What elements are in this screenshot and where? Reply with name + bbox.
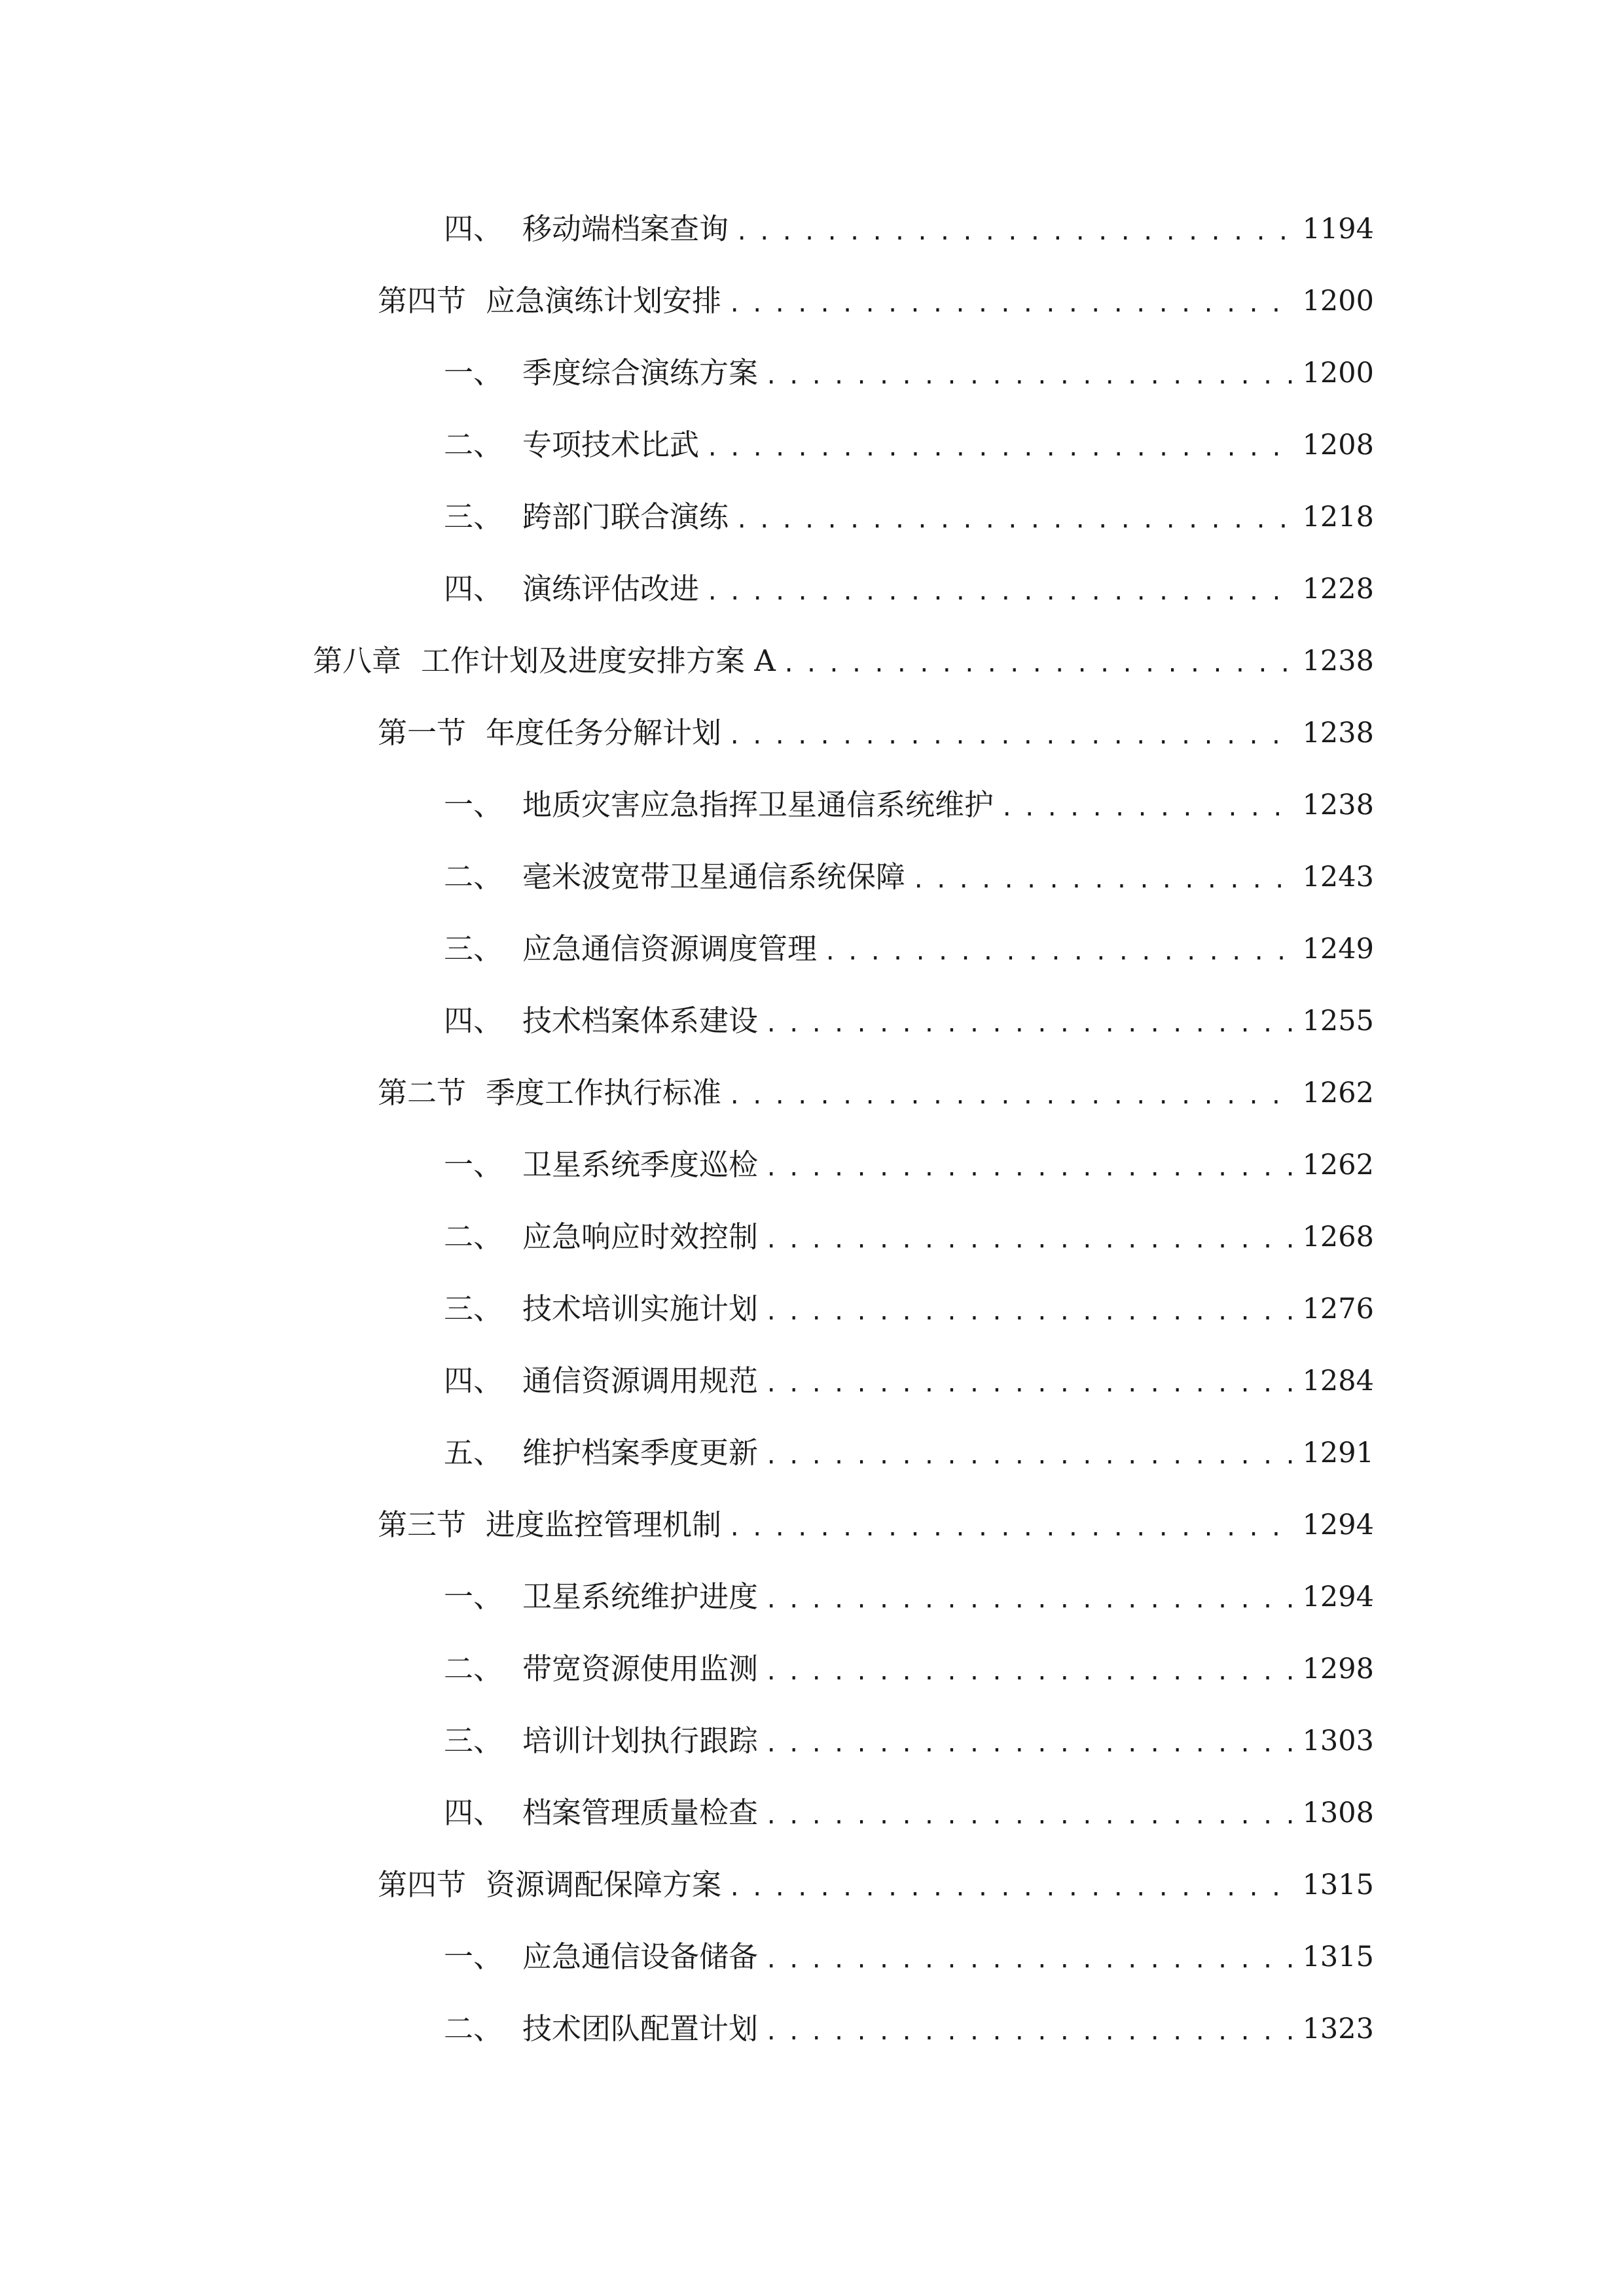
toc-entry-page: 1238: [1302, 717, 1374, 749]
toc-entry-number: 四、: [444, 1795, 503, 1830]
toc-entry-title: 应急响应时效控制: [522, 1219, 759, 1254]
toc-entry[interactable]: [444, 923, 1374, 975]
toc-entry-title: 跨部门联合演练: [522, 499, 729, 534]
dot-leader: [782, 632, 1295, 691]
toc-entry-title: 技术团队配置计划: [522, 2011, 759, 2046]
dot-leader: [765, 1352, 1295, 1410]
toc-entry-title: 培训计划执行跟踪: [522, 1723, 759, 1758]
dot-leader: [765, 1568, 1295, 1626]
dot-leader: [765, 1136, 1295, 1194]
toc-entry-page: 1228: [1302, 573, 1374, 605]
dot-leader: [765, 1784, 1295, 1842]
toc-entry[interactable]: [444, 779, 1374, 831]
toc-entry-title: 地质灾害应急指挥卫星通信系统维护: [522, 787, 994, 822]
toc-entry-page: 1298: [1302, 1653, 1374, 1685]
toc-entry-title: 档案管理质量检查: [522, 1795, 759, 1830]
dot-leader: [765, 992, 1295, 1050]
toc-entry-number: 二、: [444, 2011, 503, 2046]
toc-entry-title: 年度任务分解计划: [486, 715, 722, 750]
toc-entry-number: 第八章: [313, 643, 402, 678]
toc-entry-page: 1238: [1302, 789, 1374, 821]
toc-entry-title: 季度综合演练方案: [522, 355, 759, 390]
toc-entry-number: 第三节: [378, 1507, 467, 1542]
dot-leader: [706, 560, 1295, 619]
toc-entry[interactable]: [378, 1499, 1374, 1551]
toc-entry-page: 1218: [1302, 501, 1374, 533]
toc-entry-number: 一、: [444, 1939, 503, 1974]
toc-entry[interactable]: [444, 1211, 1374, 1263]
toc-entry-title: 带宽资源使用监测: [522, 1651, 759, 1686]
toc-entry[interactable]: [313, 635, 1374, 687]
toc-entry-page: 1315: [1302, 1941, 1374, 1973]
toc-entry[interactable]: [444, 1643, 1374, 1695]
toc-entry-title: 应急通信设备储备: [522, 1939, 759, 1974]
toc-entry-page: 1308: [1302, 1797, 1374, 1829]
toc-entry-page: 1194: [1302, 213, 1374, 245]
toc-entry[interactable]: [444, 1355, 1374, 1407]
toc-entry-title: 季度工作执行标准: [486, 1075, 722, 1110]
toc-entry-page: 1262: [1302, 1149, 1374, 1181]
toc-entry[interactable]: [444, 1283, 1374, 1335]
toc-entry-title: 技术档案体系建设: [522, 1003, 759, 1038]
dot-leader: [728, 1496, 1295, 1554]
toc-entry-number: 第二节: [378, 1075, 467, 1110]
toc-entry-number: 三、: [444, 931, 503, 966]
toc-entry[interactable]: [444, 347, 1374, 399]
toc-entry[interactable]: [444, 1571, 1374, 1623]
toc-entry-page: 1284: [1302, 1365, 1374, 1397]
toc-entry-page: 1255: [1302, 1005, 1374, 1037]
toc-entry-number: 四、: [444, 1003, 503, 1038]
toc-entry-number: 一、: [444, 1147, 503, 1182]
toc-entry-title: 通信资源调用规范: [522, 1363, 759, 1398]
toc-entry-page: 1243: [1302, 861, 1374, 893]
dot-leader: [728, 704, 1295, 762]
toc-entry[interactable]: [444, 995, 1374, 1047]
toc-entry-number: 第一节: [378, 715, 467, 750]
dot-leader: [765, 1640, 1295, 1698]
toc-entry-page: 1262: [1302, 1077, 1374, 1109]
toc-entry-number: 二、: [444, 1651, 503, 1686]
toc-entry-title: 演练评估改进: [522, 571, 700, 606]
toc-entry-title: 移动端档案查询: [522, 211, 729, 246]
toc-entry-number: 二、: [444, 1219, 503, 1254]
toc-entry[interactable]: [444, 1139, 1374, 1191]
dot-leader: [1000, 776, 1295, 834]
toc-entry[interactable]: [378, 707, 1374, 759]
dot-leader: [728, 1064, 1295, 1122]
toc-entry-number: 二、: [444, 427, 503, 462]
dot-leader: [765, 1424, 1295, 1482]
toc-entry[interactable]: [378, 1859, 1374, 1911]
toc-entry-number: 三、: [444, 499, 503, 534]
toc-entry-number: 二、: [444, 859, 503, 894]
dot-leader: [912, 848, 1295, 906]
toc-entry-title: 技术培训实施计划: [522, 1291, 759, 1326]
toc-entry-title: 应急演练计划安排: [486, 283, 722, 318]
toc-entry-number: 五、: [444, 1435, 503, 1470]
toc-entry-title: 维护档案季度更新: [522, 1435, 759, 1470]
dot-leader: [765, 1928, 1295, 1986]
toc-entry-page: 1200: [1302, 285, 1374, 317]
toc-entry-title: 资源调配保障方案: [486, 1867, 722, 1902]
toc-entry[interactable]: [444, 563, 1374, 615]
dot-leader: [728, 272, 1295, 331]
toc-entry[interactable]: [444, 491, 1374, 543]
toc-entry-page: 1238: [1302, 645, 1374, 677]
toc-entry[interactable]: [444, 1715, 1374, 1767]
toc-entry-page: 1276: [1302, 1293, 1374, 1325]
toc-entry-page: 1268: [1302, 1221, 1374, 1253]
toc-entry-number: 第四节: [378, 283, 467, 318]
toc-entry-page: 1294: [1302, 1581, 1374, 1613]
toc-entry[interactable]: [444, 2003, 1374, 2055]
toc-entry[interactable]: [444, 1787, 1374, 1839]
toc-entry[interactable]: [444, 203, 1374, 255]
toc-entry-number: 第四节: [378, 1867, 467, 1902]
toc-entry-title: 进度监控管理机制: [486, 1507, 722, 1542]
toc-entry-page: 1291: [1302, 1437, 1374, 1469]
toc-entry-number: 一、: [444, 1579, 503, 1614]
toc-entry-title: 卫星系统季度巡检: [522, 1147, 759, 1182]
toc-entry-title: 毫米波宽带卫星通信系统保障: [522, 859, 906, 894]
dot-leader: [765, 344, 1295, 403]
dot-leader: [735, 200, 1295, 259]
toc-entry-page: 1200: [1302, 357, 1374, 389]
toc-entry-page: 1323: [1302, 2013, 1374, 2045]
toc-entry[interactable]: [444, 851, 1374, 903]
toc-entry[interactable]: [444, 1931, 1374, 1983]
dot-leader: [706, 416, 1295, 475]
toc-entry-page: 1315: [1302, 1869, 1374, 1901]
toc-entry-page: 1208: [1302, 429, 1374, 461]
toc-entry-page: 1294: [1302, 1509, 1374, 1541]
toc-entry-title: 卫星系统维护进度: [522, 1579, 759, 1614]
dot-leader: [765, 2000, 1295, 2058]
toc-entry[interactable]: [378, 1067, 1374, 1119]
toc-entry-page: 1303: [1302, 1725, 1374, 1757]
dot-leader: [728, 1856, 1295, 1914]
dot-leader: [765, 1712, 1295, 1770]
toc-entry[interactable]: [444, 419, 1374, 471]
dot-leader: [765, 1208, 1295, 1266]
toc-entry-title: 工作计划及进度安排方案 A: [421, 643, 776, 678]
dot-leader: [823, 920, 1295, 978]
toc-entry-number: 一、: [444, 787, 503, 822]
toc-entry[interactable]: [378, 275, 1374, 327]
toc-entry-number: 三、: [444, 1291, 503, 1326]
dot-leader: [765, 1280, 1295, 1338]
toc-entry-number: 四、: [444, 571, 503, 606]
toc-entry-number: 一、: [444, 355, 503, 390]
toc-entry-title: 专项技术比武: [522, 427, 700, 462]
toc-entry-number: 四、: [444, 211, 503, 246]
dot-leader: [735, 488, 1295, 547]
toc-entry[interactable]: [444, 1427, 1374, 1479]
toc-entry-number: 四、: [444, 1363, 503, 1398]
toc-entry-title: 应急通信资源调度管理: [522, 931, 818, 966]
toc-entry-number: 三、: [444, 1723, 503, 1758]
toc-entry-page: 1249: [1302, 933, 1374, 965]
